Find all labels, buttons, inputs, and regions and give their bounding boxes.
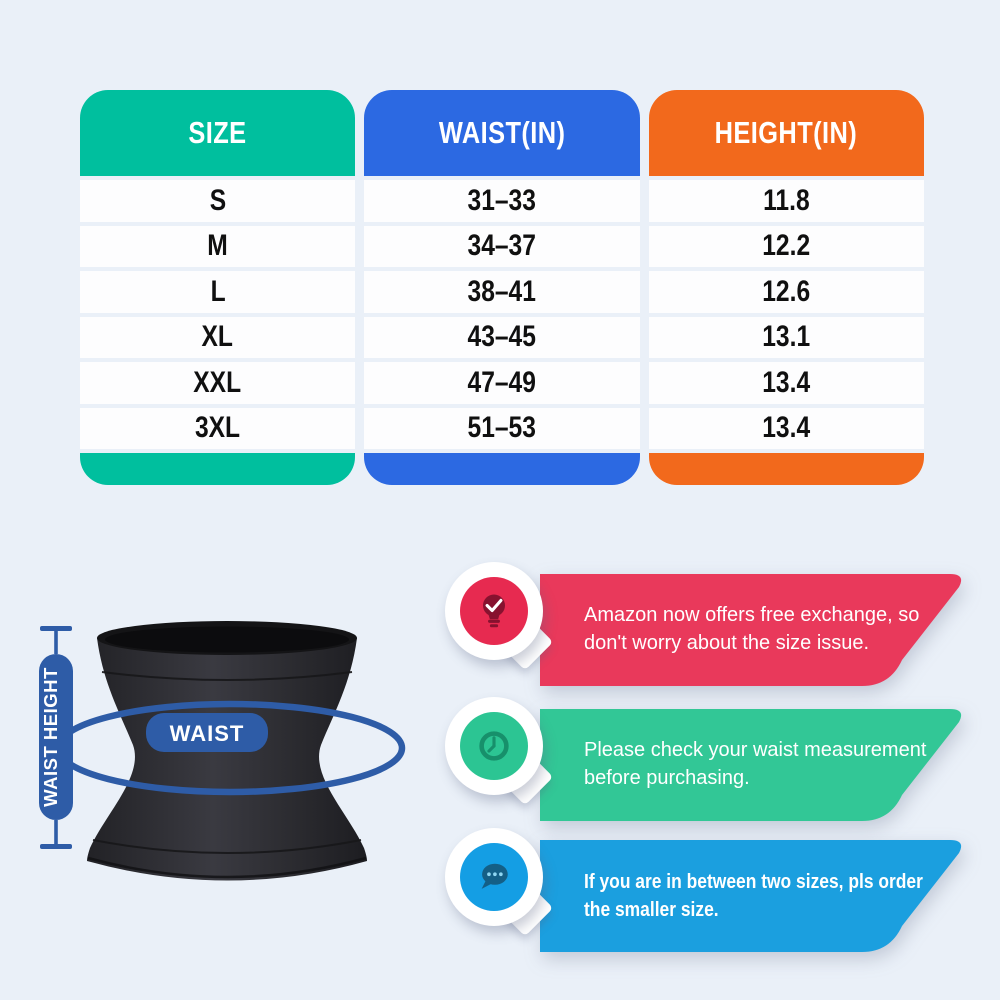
column-header-height <box>649 90 924 176</box>
callout-text: If you are in between two sizes, pls order the smaller size. <box>584 869 923 921</box>
column-footer <box>649 453 924 485</box>
table-cell: 43–45 <box>364 317 639 359</box>
table-cell: L <box>80 271 355 313</box>
column-footer <box>364 453 639 485</box>
height-column <box>649 90 924 485</box>
table-cell: 12.2 <box>649 226 924 268</box>
clock-icon <box>445 697 543 795</box>
callout-text: Amazon now offers free exchange, so don't worry about the size issue. <box>584 604 920 654</box>
column-header-label: WAIST(IN) <box>438 115 566 150</box>
waist-trainer-illustration <box>10 598 450 928</box>
callout-between-sizes <box>443 828 978 963</box>
table-cell: XXL <box>80 362 355 404</box>
table-cell: 34–37 <box>364 226 639 268</box>
table-cell: 13.4 <box>649 408 924 450</box>
size-chart-table <box>80 90 924 485</box>
garment-opening-inner <box>105 627 349 653</box>
waist-label: WAIST <box>169 721 245 746</box>
table-cell: M <box>80 226 355 268</box>
column-header-label: HEIGHT(IN) <box>715 115 858 150</box>
column-footer <box>80 453 355 485</box>
column-header-waist <box>364 90 639 176</box>
table-cell: 11.8 <box>649 180 924 222</box>
column-header-size <box>80 90 355 176</box>
table-cell: 31–33 <box>364 180 639 222</box>
table-cell: 38–41 <box>364 271 639 313</box>
table-cell: 47–49 <box>364 362 639 404</box>
callout-free-exchange <box>443 562 978 697</box>
waist-height-label: WAIST HEIGHT <box>40 667 61 807</box>
height-measure <box>39 626 73 849</box>
table-cell: S <box>80 180 355 222</box>
table-cell: 13.1 <box>649 317 924 359</box>
callout-text: Please check your waist measurement before purchasing. <box>584 739 927 789</box>
table-cell: 51–53 <box>364 408 639 450</box>
table-cell: 13.4 <box>649 362 924 404</box>
callout-check-measurement <box>443 697 978 832</box>
table-cell: XL <box>80 317 355 359</box>
size-column <box>80 90 355 485</box>
chat-dots-icon <box>445 828 543 926</box>
table-cell: 3XL <box>80 408 355 450</box>
column-header-label: SIZE <box>188 115 247 150</box>
lightbulb-check-icon <box>445 562 543 660</box>
waist-column <box>364 90 639 485</box>
table-cell: 12.6 <box>649 271 924 313</box>
